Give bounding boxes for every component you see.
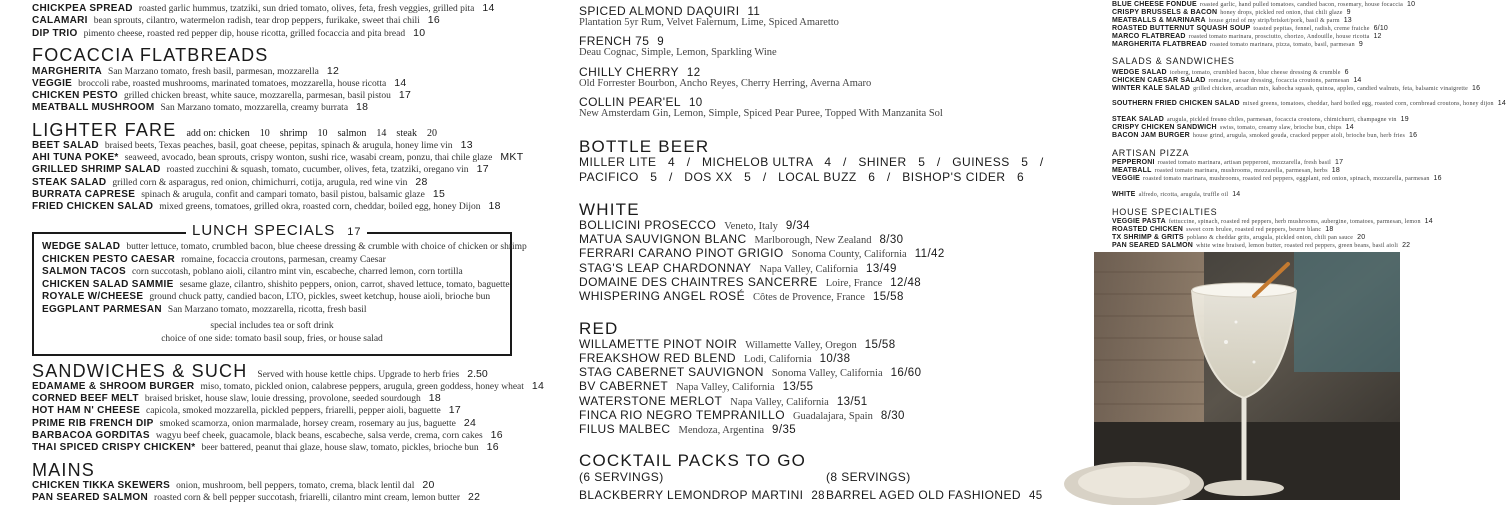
wine-item: BV CABERNET Napa Valley, California 13/55: [579, 379, 814, 393]
section-heading-mains: MAINS: [32, 460, 96, 480]
pack-servings: (6 SERVINGS): [579, 470, 664, 484]
section-heading-bottle-beer: BOTTLE BEER: [579, 137, 710, 156]
menu-item: CALAMARI bean sprouts, cilantro, watermelon radish, tear drop peppers, furikake, sweet thai chili 16: [32, 14, 441, 26]
cocktail-desc: Plantation 5yr Rum, Velvet Falernum, Lime, Spiced Amaretto: [579, 17, 839, 28]
menu-item: PAN SEARED SALMON white wine braised, lemon butter, roasted red peppers, green beans, basil aioli 22: [1112, 242, 1411, 249]
beer-list: PACIFICO 5 / DOS XX 5 / LOCAL BUZZ 6 / BISHOP'S CIDER 6: [579, 170, 1025, 184]
wine-item: FILUS MALBEC Mendoza, Argentina 9/35: [579, 422, 797, 436]
pack-servings: (8 SERVINGS): [826, 470, 911, 484]
wine-item: WATERSTONE MERLOT Napa Valley, California 13/51: [579, 394, 868, 408]
menu-item: EDAMAME & SHROOM BURGER miso, tomato, pickled onion, calabrese peppers, arugula, green goddess, honey wheat 14: [32, 380, 545, 392]
menu-item: CHICKEN PESTO grilled chicken breast, white sauce, mozzarella, parmesan, basil pistou 17: [32, 89, 412, 101]
lunch-item: CHICKEN PESTO CAESAR romaine, focaccia croutons, parmesan, creamy Caesar: [42, 254, 386, 265]
wine-item: STAG CABERNET SAUVIGNON Sonoma Valley, California 16/60: [579, 365, 922, 379]
menu-item: DIP TRIO pimento cheese, roasted red pepper dip, house ricotta, grilled focaccia and pita bread 10: [32, 27, 426, 39]
cocktail-desc: Old Forrester Bourbon, Ancho Reyes, Cherry Herring, Averna Amaro: [579, 78, 872, 89]
wine-item: MATUA SAUVIGNON BLANC Marlborough, New Zealand 8/30: [579, 232, 904, 246]
menu-item: GRILLED SHRIMP SALAD roasted zucchini & squash, tomato, cucumber, olives, feta, tzatziki, oregano vin 17: [32, 163, 489, 175]
menu-item: WINTER KALE SALAD grilled chicken, arcadian mix, kabocha squash, quinoa, apples, candied walnuts, feta, balsamic vinaigrette 16: [1112, 85, 1481, 92]
wine-item: DOMAINE DES CHAINTRES SANCERRE Loire, France 12/48: [579, 275, 922, 289]
section-heading-sandwiches: SANDWICHES & SUCH Served with house kettle chips. Upgrade to herb fries 2.50: [32, 361, 488, 381]
section-heading-cocktail-packs: COCKTAIL PACKS TO GO: [579, 451, 807, 470]
section-heading-house-specialties: HOUSE SPECIALTIES: [1112, 207, 1218, 217]
menu-item: ROASTED CHICKEN sweet corn brulee, roasted red peppers, beurre blanc 18: [1112, 226, 1334, 233]
menu-item: MEATBALL roasted tomato marinara, mushrooms, mozzarella, parmesan, herbs 18: [1112, 167, 1340, 174]
menu-item: PEPPERONI roasted tomato marinara, artisan pepperoni, mozzarella, fresh basil 17: [1112, 159, 1344, 166]
menu-item: FRIED CHICKEN SALAD mixed greens, tomatoes, grilled okra, roasted corn, cheddar, boiled egg, honey Dijon 18: [32, 200, 501, 212]
menu-item: WHITE alfredo, ricotta, arugula, truffle oil 14: [1112, 191, 1241, 198]
lunch-note: choice of one side: tomato basil soup, fries, or house salad: [161, 334, 383, 344]
menu-item: THAI SPICED CRISPY CHICKEN* beer battered, peanut thai glaze, house slaw, tomato, pickles, brioche bun 16: [32, 441, 499, 453]
menu-item: VEGGIE broccoli rabe, roasted mushrooms, marinated tomatoes, mozzarella, house ricotta 14: [32, 77, 407, 89]
cocktail-item: COLLIN PEAR'EL 10: [579, 95, 703, 109]
menu-item: MARGHERITA San Marzano tomato, fresh basil, parmesan, mozzarella 12: [32, 65, 340, 77]
menu-item: BEET SALAD braised beets, Texas peaches, basil, goat cheese, pepitas, spinach & arugula, honey lime vin 13: [32, 139, 473, 151]
menu-item: MARGHERITA FLATBREAD roasted tomato marinara, pizza, tomato, basil, parmesan 9: [1112, 41, 1363, 48]
cocktail-desc: New Amsterdam Gin, Lemon, Simple, Spiced Pear Puree, Topped With Manzanita Sol: [579, 108, 943, 119]
lunch-item: EGGPLANT PARMESAN San Marzano tomato, mozzarella, ricotta, fresh basil: [42, 304, 367, 315]
pack-item: BARREL AGED OLD FASHIONED 45: [826, 488, 1043, 502]
menu-item: CHICKEN CAESAR SALAD romaine, caesar dressing, focaccia croutons, parmesan 14: [1112, 77, 1362, 84]
cocktail-glass-image: [1094, 252, 1400, 500]
menu-item: MARCO FLATBREAD roasted tomato marinara, prosciutto, chorizo, Andouille, house ricotta 12: [1112, 33, 1382, 40]
wine-item: FREAKSHOW RED BLEND Lodi, California 10/38: [579, 351, 851, 365]
lunch-note: special includes tea or soft drink: [210, 321, 334, 331]
cocktail-desc: Deau Cognac, Simple, Lemon, Sparkling Wine: [579, 47, 777, 58]
menu-item: BLUE CHEESE FONDUE roasted garlic, hand pulled tomatoes, candied bacon, rosemary, house focaccia 10: [1112, 1, 1416, 8]
wine-item: WHISPERING ANGEL ROSÉ Côtes de Provence, France 15/58: [579, 289, 904, 303]
menu-item: PAN SEARED SALMON roasted corn & bell pepper succotash, friarelli, cilantro mint cream, lemon butter 22: [32, 491, 481, 503]
cocktail-item: FRENCH 75 9: [579, 34, 665, 48]
food-menu-column: [0, 0, 560, 503]
beer-list: MILLER LITE 4 / MICHELOB ULTRA 4 / SHINER 5 / GUINESS 5 /: [579, 155, 1044, 169]
menu-item: STEAK SALAD grilled corn & asparagus, red onion, chimichurri, cotija, arugula, red wine vin 28: [32, 176, 428, 188]
menu-item: MEATBALLS & MARINARA house grind of my strip/brisket/pork, basil & parm 13: [1112, 17, 1352, 24]
menu-item: AHI TUNA POKE* seaweed, avocado, bean sprouts, crispy wonton, sushi rice, wasabi cream, ponzu, thai chile glaze MKT: [32, 151, 524, 163]
menu-item: HOT HAM N' CHEESE capicola, smoked mozzarella, pickled peppers, friarelli, pepper aioli, baguette 17: [32, 404, 461, 416]
section-heading-salads: SALADS & SANDWICHES: [1112, 56, 1235, 66]
menu-item: BURRATA CAPRESE spinach & arugula, confit and campari tomato, basil pistou, balsamic glaze 15: [32, 188, 446, 200]
menu-item: CHICKEN TIKKA SKEWERS onion, mushroom, bell peppers, tomato, crema, black lentil dal 20: [32, 479, 435, 491]
wine-item: STAG'S LEAP CHARDONNAY Napa Valley, California 13/49: [579, 261, 897, 275]
wine-item: FERRARI CARANO PINOT GRIGIO Sonoma County, California 11/42: [579, 246, 945, 260]
menu-item: VEGGIE PASTA fettuccine, spinach, roasted red peppers, herb mushrooms, aubergine, tomatoes, parmesan, lemon 14: [1112, 218, 1433, 225]
menu-item: STEAK SALAD arugula, pickled fresno chiles, parmesan, focaccia croutons, chimichurri, champagne vin 19: [1112, 116, 1409, 123]
cocktail-item: SPICED ALMOND DAQUIRI 11: [579, 4, 761, 18]
menu-item: VEGGIE roasted tomato marinara, mushrooms, roasted red peppers, eggplant, red onion, spinach, mozzarella, parmesan 16: [1112, 175, 1442, 182]
lunch-item: CHICKEN SALAD SAMMIE sesame glaze, cilantro, shishito peppers, onion, carrot, shaved lettuce, tomato, baguette: [42, 279, 510, 290]
section-heading-pizza: ARTISAN PIZZA: [1112, 148, 1190, 158]
menu-item: MEATBALL MUSHROOM San Marzano tomato, mozzarella, creamy burrata 18: [32, 101, 369, 113]
wine-item: FINCA RIO NEGRO TEMPRANILLO Guadalajara, Spain 8/30: [579, 408, 905, 422]
pack-item: BLACKBERRY LEMONDROP MARTINI 28: [579, 488, 825, 502]
wine-item: BOLLICINI PROSECCO Veneto, Italy 9/34: [579, 218, 810, 232]
section-heading-focaccia: FOCACCIA FLATBREADS: [32, 45, 269, 65]
section-heading-white: WHITE: [579, 200, 640, 219]
wine-item: WILLAMETTE PINOT NOIR Willamette Valley, Oregon 15/58: [579, 337, 896, 351]
section-heading-lunch-specials: LUNCH SPECIALS 17: [186, 222, 367, 239]
menu-item: CRISPY BRUSSELS & BACON honey drops, pickled red onion, thai chili glaze 9: [1112, 9, 1351, 16]
menu-item: WEDGE SALAD iceberg, tomato, crumbled bacon, blue cheese dressing & crumble 6: [1112, 69, 1349, 76]
dinner-menu-column: [1094, 0, 1506, 252]
menu-item: PRIME RIB FRENCH DIP smoked scamorza, onion marmalade, horsey cream, rosemary au jus, baguette 24: [32, 417, 477, 429]
drinks-menu-column: [568, 0, 1088, 500]
cocktail-item: CHILLY CHERRY 12: [579, 65, 701, 79]
section-heading-red: RED: [579, 319, 619, 338]
menu-item: CORNED BEEF MELT braised brisket, house slaw, louie dressing, provolone, seeded sourdough 18: [32, 392, 442, 404]
cocktail-photo: [1094, 252, 1400, 500]
menu-item: CRISPY CHICKEN SANDWICH swiss, tomato, creamy slaw, brioche bun, chips 14: [1112, 124, 1354, 131]
lunch-item: SALMON TACOS corn succotash, poblano aioli, cilantro mint vin, escabeche, charred lemon, corn tortilla: [42, 266, 463, 277]
section-heading-lighter-fare: LIGHTER FARE add on: chicken 10 shrimp 10 salmon 14 steak 20: [32, 120, 437, 140]
menu-item: TX SHRIMP & GRITS poblano & cheddar grits, arugula, pickled onion, chili pan sauce 20: [1112, 234, 1366, 241]
menu-item: BARBACOA GORDITAS wagyu beef cheek, guacamole, black beans, escabeche, salsa verde, crema, corn cakes 16: [32, 429, 503, 441]
menu-item: SOUTHERN FRIED CHICKEN SALAD mixed greens, tomatoes, cheddar, hard boiled egg, roasted corn, cornbread croutons, honey dijon 14: [1112, 100, 1506, 107]
menu-item: ROASTED BUTTERNUT SQUASH SOUP toasted pepitas, fennel, radish, creme fraiche 6/10: [1112, 25, 1389, 32]
lunch-item: ROYALE W/CHEESE ground chuck patty, candied bacon, LTO, pickles, sweet ketchup, house aioli, brioche bun: [42, 291, 491, 302]
menu-item: BACON JAM BURGER house grind, arugula, smoked gouda, cracked pepper aioli, brioche bun, herb fries 16: [1112, 132, 1418, 139]
menu-item: CHICKPEA SPREAD roasted garlic hummus, tzatziki, sun dried tomato, olives, feta, fresh veggies, grilled pita 14: [32, 2, 495, 14]
lunch-item: WEDGE SALAD butter lettuce, tomato, crumbled bacon, blue cheese dressing & crumble with choice of chicken or shrimp: [42, 241, 527, 252]
